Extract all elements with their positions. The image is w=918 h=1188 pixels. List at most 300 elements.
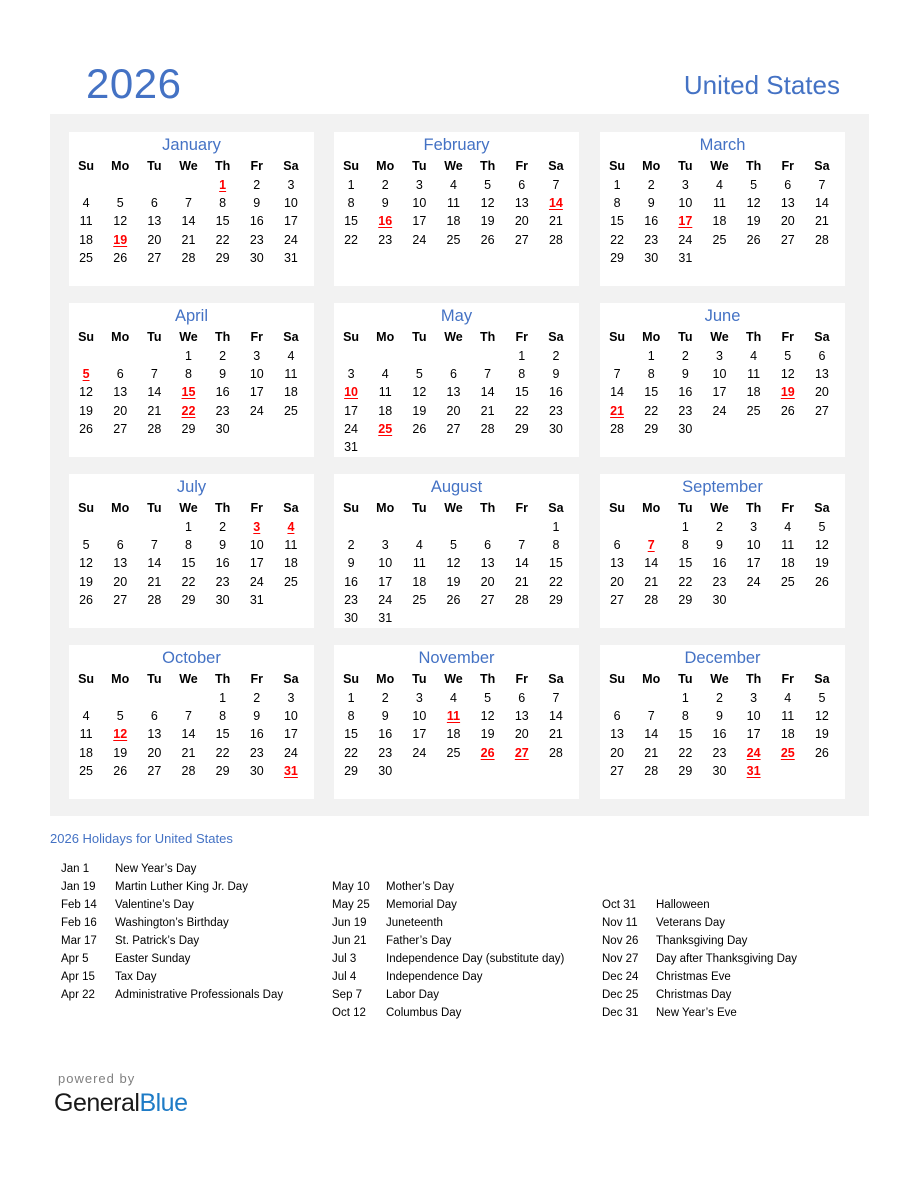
holiday-day-cell: 14 <box>548 196 563 211</box>
day-cell: 8 <box>219 709 227 724</box>
day-cell: 27 <box>147 763 162 778</box>
day-cell: 24 <box>678 232 693 247</box>
day-cell: 30 <box>249 763 264 778</box>
weekday-header: We <box>710 501 729 515</box>
holiday-date: Sep 7 <box>332 989 363 1001</box>
weekday-header: Su <box>78 330 95 344</box>
holiday-day-cell: 25 <box>780 745 795 760</box>
day-cell: 2 <box>681 349 689 363</box>
holiday-list-item <box>61 896 283 914</box>
month-title: March <box>699 136 746 154</box>
day-cell: 28 <box>147 421 162 436</box>
day-cell: 3 <box>415 691 423 705</box>
weekday-header: Sa <box>283 330 299 344</box>
day-cell: 17 <box>746 727 761 742</box>
holiday-date: Jul 3 <box>332 953 357 965</box>
day-cell: 29 <box>215 250 230 265</box>
empty-day-cell <box>600 518 634 536</box>
brand-blue-text: Blue <box>139 1089 188 1117</box>
month-title: July <box>176 478 207 496</box>
day-cell: 29 <box>181 421 196 436</box>
day-cell: 15 <box>514 385 529 400</box>
empty-day-cell <box>334 347 368 365</box>
day-cell: 13 <box>446 385 461 400</box>
day-cell: 5 <box>415 367 423 382</box>
day-cell: 20 <box>113 403 128 418</box>
day-cell: 26 <box>814 745 829 760</box>
day-cell: 28 <box>814 232 829 247</box>
empty-day-cell <box>171 176 205 194</box>
day-cell: 26 <box>79 421 94 436</box>
holiday-list-item <box>332 914 564 932</box>
day-cell: 29 <box>215 763 230 778</box>
day-cell: 27 <box>113 421 128 436</box>
day-cell: 28 <box>644 592 659 607</box>
day-cell: 7 <box>185 196 192 211</box>
day-cell: 24 <box>378 592 393 607</box>
holiday-date: Mar 17 <box>61 935 97 947</box>
day-cell: 13 <box>113 556 128 571</box>
day-cell: 21 <box>644 745 659 760</box>
day-cell: 14 <box>814 196 829 211</box>
day-cell: 26 <box>814 574 829 589</box>
empty-day-cell <box>137 347 171 365</box>
weekday-header: We <box>444 672 463 686</box>
weekday-header: Mo <box>376 159 395 173</box>
day-cell: 15 <box>610 214 625 229</box>
day-cell: 2 <box>253 178 261 192</box>
day-cell: 4 <box>716 178 723 192</box>
day-cell: 1 <box>681 691 689 705</box>
holiday-name: St. Patrick’s Day <box>115 935 200 947</box>
day-cell: 29 <box>344 763 359 778</box>
day-cell: 22 <box>644 403 659 418</box>
weekday-header: Tu <box>678 501 693 515</box>
holiday-date: Dec 25 <box>602 989 639 1001</box>
day-cell: 23 <box>249 745 264 760</box>
empty-day-cell <box>436 347 470 365</box>
day-cell: 26 <box>79 592 94 607</box>
day-cell: 25 <box>283 574 298 589</box>
weekday-header: Mo <box>376 330 395 344</box>
holiday-day-cell: 15 <box>181 385 196 400</box>
month-card-september <box>600 474 845 628</box>
day-cell: 19 <box>412 403 427 418</box>
page-year-title: 2026 <box>86 60 182 107</box>
day-cell: 6 <box>484 538 492 553</box>
day-cell: 4 <box>784 691 792 705</box>
weekday-header: Fr <box>250 501 264 515</box>
day-cell: 20 <box>514 727 529 742</box>
empty-day-cell <box>634 518 668 536</box>
day-cell: 22 <box>678 745 693 760</box>
holiday-day-cell: 10 <box>344 385 359 400</box>
day-cell: 4 <box>450 178 457 192</box>
day-cell: 15 <box>215 214 230 229</box>
day-cell: 14 <box>644 556 659 571</box>
day-cell: 24 <box>344 421 359 436</box>
holiday-day-cell: 27 <box>514 745 529 760</box>
holiday-date: Jul 4 <box>332 971 357 983</box>
day-cell: 27 <box>113 592 128 607</box>
day-cell: 11 <box>713 196 726 211</box>
month-title: June <box>704 307 741 325</box>
day-cell: 1 <box>681 520 689 534</box>
day-cell: 17 <box>378 574 393 589</box>
holiday-day-cell: 22 <box>181 403 196 418</box>
holiday-day-cell: 25 <box>378 421 393 436</box>
holiday-date: May 25 <box>332 899 370 911</box>
holiday-name: New Year’s Eve <box>656 1007 737 1019</box>
day-cell: 8 <box>185 538 192 553</box>
day-cell: 16 <box>249 214 264 229</box>
day-cell: 3 <box>681 178 689 192</box>
day-cell: 1 <box>347 178 355 192</box>
day-cell: 19 <box>446 574 461 589</box>
weekday-header: Sa <box>548 672 564 686</box>
empty-day-cell <box>471 518 505 536</box>
day-cell: 9 <box>381 709 389 724</box>
day-cell: 2 <box>552 349 560 363</box>
holiday-day-cell: 31 <box>283 763 298 778</box>
day-cell: 5 <box>82 538 90 553</box>
day-cell: 20 <box>514 214 529 229</box>
holiday-date: Feb 14 <box>61 899 97 911</box>
day-cell: 1 <box>347 691 355 705</box>
day-cell: 8 <box>518 367 526 382</box>
month-grid <box>69 325 308 438</box>
day-cell: 9 <box>253 709 261 724</box>
empty-day-cell <box>103 347 137 365</box>
day-cell: 3 <box>381 538 389 553</box>
month-grid <box>600 154 839 267</box>
day-cell: 9 <box>219 538 227 553</box>
day-cell: 26 <box>113 763 128 778</box>
day-cell: 30 <box>249 250 264 265</box>
month-card-december <box>600 645 845 799</box>
day-cell: 4 <box>750 349 758 363</box>
day-cell: 5 <box>484 691 492 705</box>
day-cell: 24 <box>712 403 727 418</box>
day-cell: 31 <box>283 250 298 265</box>
day-cell: 6 <box>116 538 124 553</box>
holiday-day-cell: 4 <box>287 520 295 534</box>
day-cell: 2 <box>381 178 389 192</box>
day-cell: 9 <box>552 367 560 382</box>
day-cell: 3 <box>750 691 758 705</box>
day-cell: 10 <box>746 538 761 553</box>
day-cell: 3 <box>415 178 423 192</box>
holiday-name: Mother’s Day <box>386 881 454 893</box>
holiday-date: Nov 11 <box>602 917 638 929</box>
day-cell: 10 <box>249 367 264 382</box>
weekday-header: We <box>179 159 198 173</box>
day-cell: 21 <box>181 745 196 760</box>
day-cell: 20 <box>610 745 625 760</box>
holiday-list-item <box>61 986 283 1004</box>
empty-day-cell <box>137 176 171 194</box>
day-cell: 17 <box>283 214 298 229</box>
day-cell: 17 <box>344 403 359 418</box>
day-cell: 18 <box>446 727 461 742</box>
day-cell: 26 <box>446 592 461 607</box>
holiday-list-item <box>332 932 564 950</box>
day-cell: 29 <box>644 421 659 436</box>
day-cell: 22 <box>548 574 563 589</box>
day-cell: 25 <box>780 574 795 589</box>
holiday-list-item <box>332 986 564 1004</box>
day-cell: 1 <box>219 691 227 705</box>
day-cell: 15 <box>678 727 693 742</box>
holiday-day-cell: 19 <box>780 385 795 400</box>
weekday-header: Th <box>479 330 496 344</box>
empty-day-cell <box>69 347 103 365</box>
day-cell: 29 <box>181 592 196 607</box>
day-cell: 21 <box>480 403 495 418</box>
weekday-header: Sa <box>548 330 564 344</box>
day-cell: 28 <box>480 421 495 436</box>
day-cell: 19 <box>113 745 128 760</box>
day-cell: 31 <box>378 610 393 625</box>
weekday-header: Mo <box>642 330 661 344</box>
holiday-column-3 <box>602 896 797 1022</box>
holiday-name: Thanksgiving Day <box>656 935 748 947</box>
day-cell: 26 <box>412 421 427 436</box>
month-grid <box>600 325 839 438</box>
day-cell: 11 <box>781 709 795 724</box>
holiday-name: Valentine’s Day <box>115 899 194 911</box>
day-cell: 13 <box>147 727 162 742</box>
day-cell: 28 <box>181 250 196 265</box>
day-cell: 10 <box>378 556 393 571</box>
day-cell: 7 <box>818 178 826 192</box>
day-cell: 10 <box>678 196 693 211</box>
empty-day-cell <box>505 518 539 536</box>
day-cell: 28 <box>147 592 162 607</box>
day-cell: 24 <box>746 574 761 589</box>
weekday-header: Mo <box>111 330 130 344</box>
weekday-header: Sa <box>283 159 299 173</box>
weekday-header: Tu <box>147 501 162 515</box>
day-cell: 22 <box>610 232 625 247</box>
day-cell: 3 <box>750 520 758 534</box>
holiday-list-item <box>332 878 564 896</box>
day-cell: 16 <box>378 727 393 742</box>
day-cell: 5 <box>116 196 124 211</box>
holiday-date: May 10 <box>332 881 370 893</box>
day-cell: 7 <box>518 538 526 553</box>
day-cell: 27 <box>446 421 461 436</box>
empty-day-cell <box>368 347 402 365</box>
day-cell: 10 <box>412 196 427 211</box>
day-cell: 14 <box>644 727 659 742</box>
day-cell: 29 <box>678 763 693 778</box>
day-cell: 23 <box>378 232 393 247</box>
weekday-header: Th <box>479 159 496 173</box>
day-cell: 27 <box>610 592 625 607</box>
day-cell: 21 <box>181 232 196 247</box>
weekday-header: We <box>444 501 463 515</box>
day-cell: 25 <box>446 745 461 760</box>
day-cell: 19 <box>79 574 94 589</box>
day-cell: 23 <box>378 745 393 760</box>
day-cell: 17 <box>712 385 727 400</box>
day-cell: 4 <box>381 367 389 382</box>
day-cell: 13 <box>814 367 829 382</box>
day-cell: 2 <box>716 520 723 534</box>
day-cell: 19 <box>79 403 94 418</box>
day-cell: 25 <box>79 250 94 265</box>
day-cell: 14 <box>181 727 196 742</box>
weekday-header: Mo <box>111 672 130 686</box>
weekday-header: Th <box>479 501 496 515</box>
day-cell: 13 <box>514 196 529 211</box>
day-cell: 22 <box>215 232 230 247</box>
holiday-list-item <box>61 914 283 932</box>
day-cell: 20 <box>610 574 625 589</box>
holiday-name: Tax Day <box>115 971 157 983</box>
day-cell: 11 <box>412 556 426 571</box>
day-cell: 7 <box>150 538 158 553</box>
day-cell: 30 <box>215 421 230 436</box>
day-cell: 18 <box>746 385 761 400</box>
holiday-day-cell: 7 <box>647 538 655 553</box>
weekday-header: Fr <box>781 672 795 686</box>
day-cell: 8 <box>681 538 689 553</box>
day-cell: 10 <box>283 709 298 724</box>
day-cell: 3 <box>716 349 723 363</box>
day-cell: 17 <box>249 556 264 571</box>
day-cell: 14 <box>181 214 196 229</box>
weekday-header: Tu <box>147 672 162 686</box>
weekday-header: Fr <box>515 159 529 173</box>
generalblue-logo[interactable] <box>54 1089 188 1118</box>
day-cell: 8 <box>347 709 355 724</box>
holiday-day-cell: 12 <box>113 727 128 742</box>
day-cell: 5 <box>450 538 457 553</box>
holiday-name: New Year’s Day <box>115 863 197 875</box>
holiday-name: Martin Luther King Jr. Day <box>115 881 248 893</box>
weekday-header: Su <box>343 159 360 173</box>
holiday-name: Independence Day <box>386 971 483 983</box>
day-cell: 2 <box>347 538 355 553</box>
weekday-header: Th <box>479 672 496 686</box>
day-cell: 5 <box>818 520 826 534</box>
weekday-header: Mo <box>642 501 661 515</box>
holiday-date: Oct 12 <box>332 1007 366 1019</box>
day-cell: 24 <box>249 574 264 589</box>
empty-day-cell <box>600 689 634 707</box>
day-cell: 29 <box>548 592 563 607</box>
day-cell: 8 <box>185 367 192 382</box>
month-title: October <box>162 649 221 667</box>
day-cell: 12 <box>79 556 94 571</box>
weekday-header: Fr <box>250 330 264 344</box>
day-cell: 25 <box>79 763 94 778</box>
holiday-name: Independence Day (substitute day) <box>386 953 565 965</box>
holiday-day-cell: 17 <box>678 214 693 229</box>
holiday-column-1 <box>61 860 283 1004</box>
holidays-title: 2026 Holidays for United States <box>50 831 233 846</box>
month-card-february <box>334 132 579 286</box>
day-cell: 7 <box>484 367 492 382</box>
day-cell: 13 <box>610 556 625 571</box>
holiday-list-item <box>61 932 283 950</box>
day-cell: 12 <box>79 385 94 400</box>
holiday-list-item <box>602 950 797 968</box>
holiday-date: Apr 22 <box>61 989 95 1001</box>
day-cell: 20 <box>780 214 795 229</box>
day-cell: 12 <box>113 214 128 229</box>
holiday-list-item <box>61 878 283 896</box>
month-grid <box>69 667 308 780</box>
day-cell: 23 <box>249 232 264 247</box>
day-cell: 13 <box>780 196 795 211</box>
month-grid <box>69 496 308 609</box>
day-cell: 7 <box>185 709 192 724</box>
month-grid <box>600 496 839 609</box>
day-cell: 17 <box>283 727 298 742</box>
holiday-day-cell: 16 <box>378 214 393 229</box>
day-cell: 1 <box>185 349 192 363</box>
day-cell: 1 <box>647 349 655 363</box>
day-cell: 19 <box>480 214 495 229</box>
empty-day-cell <box>402 347 436 365</box>
day-cell: 12 <box>480 196 495 211</box>
calendar-panel <box>50 114 869 816</box>
day-cell: 9 <box>253 196 261 211</box>
day-cell: 20 <box>113 574 128 589</box>
weekday-header: Su <box>343 501 360 515</box>
day-cell: 21 <box>147 403 162 418</box>
month-card-october <box>69 645 314 799</box>
day-cell: 13 <box>480 556 495 571</box>
weekday-header: Fr <box>250 159 264 173</box>
day-cell: 30 <box>378 763 393 778</box>
day-cell: 11 <box>284 367 298 382</box>
day-cell: 15 <box>344 214 359 229</box>
holiday-name: Christmas Eve <box>656 971 731 983</box>
day-cell: 16 <box>215 556 230 571</box>
month-grid <box>334 325 573 456</box>
day-cell: 19 <box>814 556 829 571</box>
empty-day-cell <box>103 518 137 536</box>
holiday-day-cell: 1 <box>219 178 227 192</box>
day-cell: 27 <box>147 250 162 265</box>
day-cell: 30 <box>644 250 659 265</box>
day-cell: 17 <box>249 385 264 400</box>
day-cell: 18 <box>780 556 795 571</box>
holiday-date: Jan 1 <box>61 863 90 875</box>
weekday-header: Sa <box>548 159 564 173</box>
holiday-list-item <box>332 896 564 914</box>
day-cell: 9 <box>381 196 389 211</box>
day-cell: 1 <box>185 520 192 534</box>
holiday-list-item <box>602 932 797 950</box>
weekday-header: Th <box>214 501 231 515</box>
day-cell: 6 <box>784 178 792 192</box>
holiday-list-item <box>61 860 283 878</box>
empty-day-cell <box>137 689 171 707</box>
day-cell: 5 <box>116 709 124 724</box>
day-cell: 21 <box>147 574 162 589</box>
day-cell: 12 <box>780 367 795 382</box>
day-cell: 18 <box>283 385 298 400</box>
day-cell: 31 <box>249 592 264 607</box>
weekday-header: Fr <box>781 501 795 515</box>
holiday-date: Jun 19 <box>332 917 367 929</box>
day-cell: 29 <box>610 250 625 265</box>
